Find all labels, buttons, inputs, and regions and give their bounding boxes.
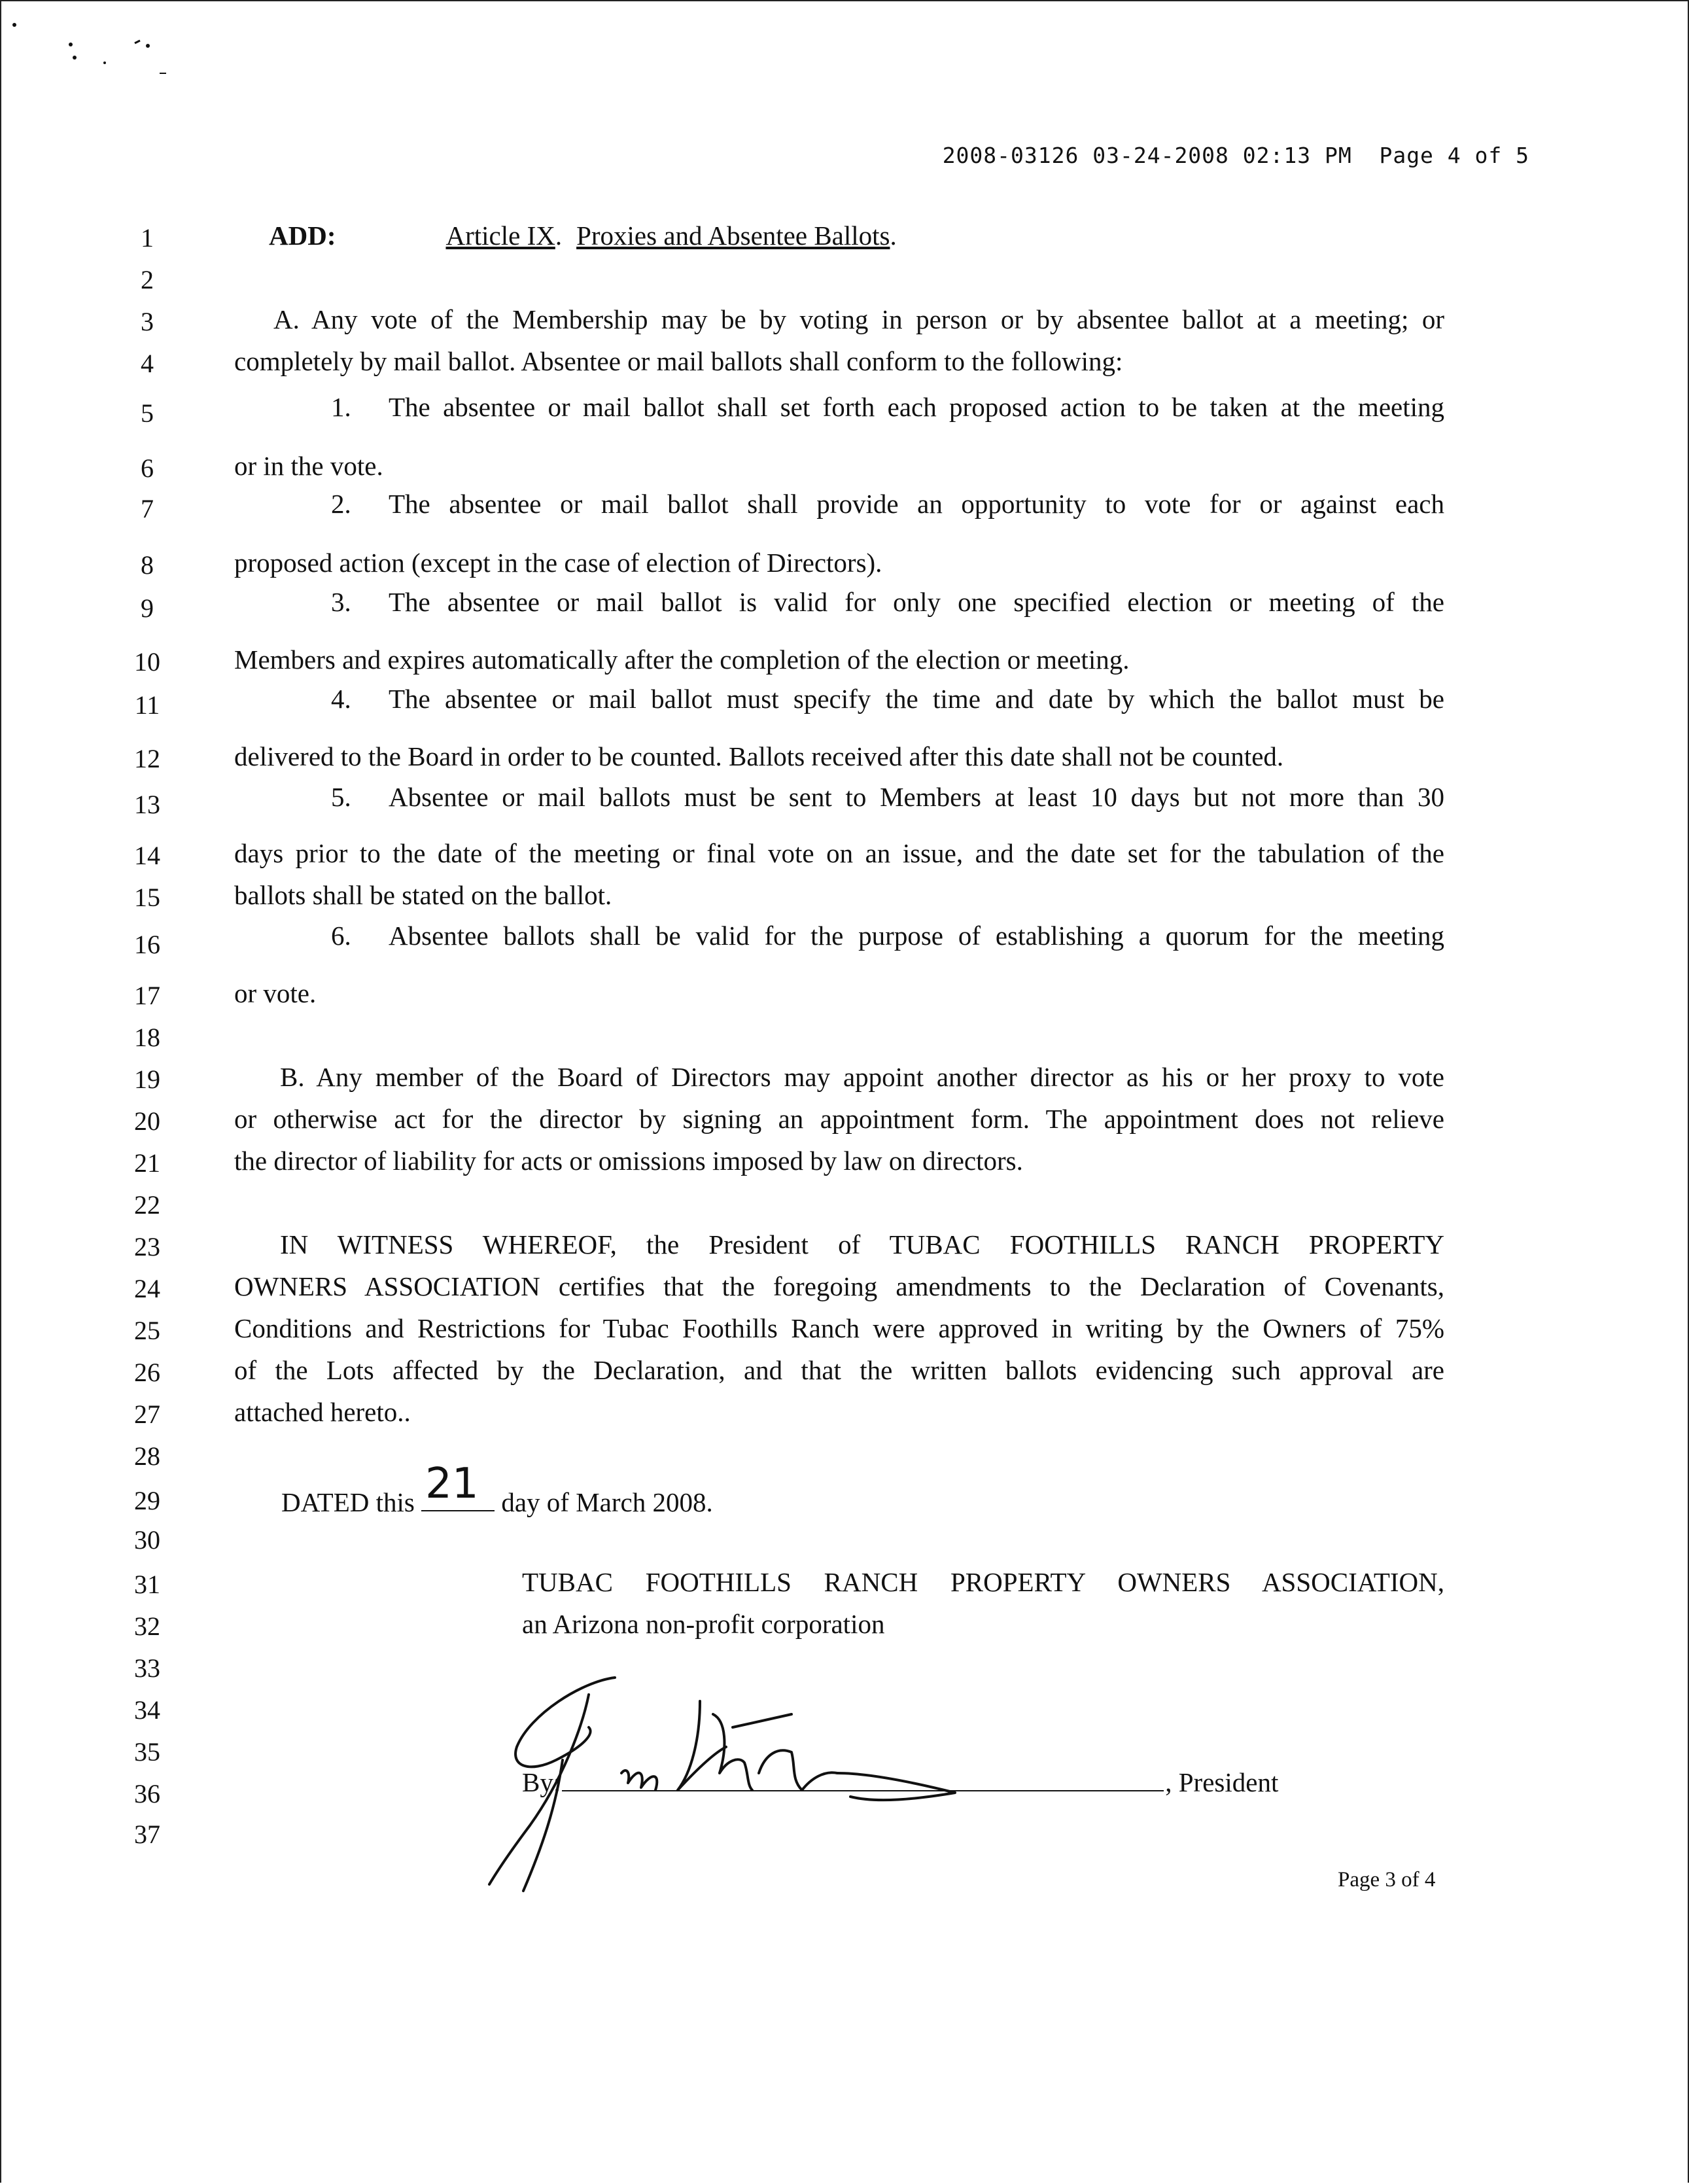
item-5-number: 5. [331, 782, 351, 812]
article-heading [269, 222, 897, 249]
handwritten-signature [484, 1675, 1020, 1897]
item-1-first [331, 394, 1444, 421]
line-number: 27 [134, 1400, 160, 1429]
witness-line-1: IN WITNESS WHEREOF, the President of TUBAC FOOTHILLS RANCH PROPERTY [280, 1229, 1444, 1259]
dated-suffix: day of March 2008. [501, 1487, 713, 1517]
item-5-rest-2: ballots shall be stated on the ballot. [234, 880, 612, 910]
item-2-number: 2. [331, 489, 351, 519]
line-number: 17 [134, 981, 160, 1010]
witness-line-3: Conditions and Restrictions for Tubac Foothills Ranch were approved in writing by the Owners of 75% [234, 1313, 1444, 1343]
article-title: Proxies and Absentee Ballots [576, 220, 890, 251]
line-number: 1 [141, 223, 154, 253]
item-5-first [331, 784, 1444, 811]
article-period: . [555, 220, 563, 251]
line-number: 4 [141, 349, 154, 378]
section-b-line-3: the director of liability for acts or omissions imposed by law on directors. [234, 1146, 1023, 1176]
add-label: ADD: [269, 220, 336, 251]
signature-org: TUBAC FOOTHILLS RANCH PROPERTY OWNERS ASSOCIATION, [522, 1567, 1444, 1597]
section-a-line-2: completely by mail ballot. Absentee or mail ballots shall conform to the following: [234, 346, 1123, 376]
line-number: 22 [134, 1190, 160, 1220]
line-number: 32 [134, 1612, 160, 1641]
dated-prefix: DATED this [281, 1487, 415, 1517]
line-number: 33 [134, 1653, 160, 1683]
dated-day-handwritten: 21 [425, 1460, 479, 1508]
item-6-first [331, 923, 1444, 949]
witness-line-4: of the Lots affected by the Declaration, and that the written ballots evidencing such approval are [234, 1355, 1444, 1385]
by-label: By: [522, 1767, 561, 1797]
page-footer: Page 3 of 4 [1338, 1868, 1436, 1892]
item-4-text: The absentee or mail ballot must specify the time and date by which the ballot must be [389, 684, 1444, 714]
item-1-rest: or in the vote. [234, 451, 383, 481]
president-label: , President [1165, 1767, 1279, 1797]
line-number: 35 [134, 1737, 160, 1767]
line-number: 7 [141, 494, 154, 523]
item-3-number: 3. [331, 587, 351, 617]
item-4-number: 4. [331, 684, 351, 714]
line-number: 36 [134, 1779, 160, 1808]
item-6-number: 6. [331, 921, 351, 951]
article-number: Article IX [445, 220, 555, 251]
line-number: 9 [141, 593, 154, 623]
item-1-text: The absentee or mail ballot shall set forth each proposed action to be taken at the meeting [389, 392, 1444, 422]
section-a-line-1: A. Any vote of the Membership may be by voting in person or by absentee ballot at a meeting; or [273, 304, 1444, 334]
dated-day-field [421, 1460, 495, 1511]
line-number: 21 [134, 1148, 160, 1178]
line-number: 16 [134, 930, 160, 959]
witness-line-5: attached hereto.. [234, 1397, 411, 1427]
witness-line-2: OWNERS ASSOCIATION certifies that the foregoing amendments to the Declaration of Covenants, [234, 1271, 1444, 1301]
line-number: 19 [134, 1065, 160, 1094]
item-6-rest: or vote. [234, 978, 317, 1008]
line-number: 18 [134, 1023, 160, 1052]
item-4-first [331, 686, 1444, 713]
line-number: 24 [134, 1274, 160, 1303]
item-3-rest: Members and expires automatically after the completion of the election or meeting. [234, 644, 1130, 675]
item-3-text: The absentee or mail ballot is valid for only one specified election or meeting of the [389, 587, 1444, 617]
line-number: 6 [141, 453, 154, 483]
line-number: 34 [134, 1695, 160, 1725]
line-number: 8 [141, 550, 154, 580]
scan-specks [0, 0, 196, 92]
line-number: 15 [134, 883, 160, 912]
line-number: 37 [134, 1820, 160, 1849]
line-number: 25 [134, 1316, 160, 1345]
line-number: 5 [141, 398, 154, 428]
line-number: 2 [141, 265, 154, 294]
section-b-line-2: or otherwise act for the director by signing an appointment form. The appointment does not relieve [234, 1104, 1444, 1134]
item-4-rest: delivered to the Board in order to be counted. Ballots received after this date shall not be counted. [234, 741, 1284, 771]
item-5-text: Absentee or mail ballots must be sent to Members at least 10 days but not more than 30 [389, 782, 1444, 812]
dated-line [281, 1460, 713, 1517]
item-6-text: Absentee ballots shall be valid for the purpose of establishing a quorum for the meeting [389, 921, 1444, 951]
item-5-rest-1: days prior to the date of the meeting or final vote on an issue, and the date set for the tabulation of the [234, 838, 1444, 868]
line-number: 10 [134, 647, 160, 677]
line-number: 3 [141, 307, 154, 336]
line-number: 31 [134, 1570, 160, 1599]
line-number: 30 [134, 1525, 160, 1555]
line-number: 23 [134, 1232, 160, 1261]
line-number: 20 [134, 1106, 160, 1136]
item-2-first [331, 491, 1444, 518]
item-2-text: The absentee or mail ballot shall provide an opportunity to vote for or against each [389, 489, 1444, 519]
section-b-line-1: B. Any member of the Board of Directors may appoint another director as his or her proxy to vote [280, 1062, 1444, 1092]
fax-header: 2008-03126 03-24-2008 02:13 PM Page 4 of 5 [942, 143, 1529, 168]
item-3-first [331, 589, 1444, 616]
line-number: 12 [134, 744, 160, 773]
line-number: 26 [134, 1358, 160, 1387]
line-number: 11 [134, 690, 160, 720]
item-2-rest: proposed action (except in the case of election of Directors). [234, 548, 882, 578]
signature-org-desc: an Arizona non-profit corporation [522, 1609, 885, 1639]
line-number: 14 [134, 841, 160, 870]
line-number: 13 [134, 790, 160, 819]
item-1-number: 1. [331, 392, 351, 422]
line-number: 29 [134, 1486, 160, 1515]
article-title-period: . [890, 220, 897, 251]
line-number: 28 [134, 1441, 160, 1471]
